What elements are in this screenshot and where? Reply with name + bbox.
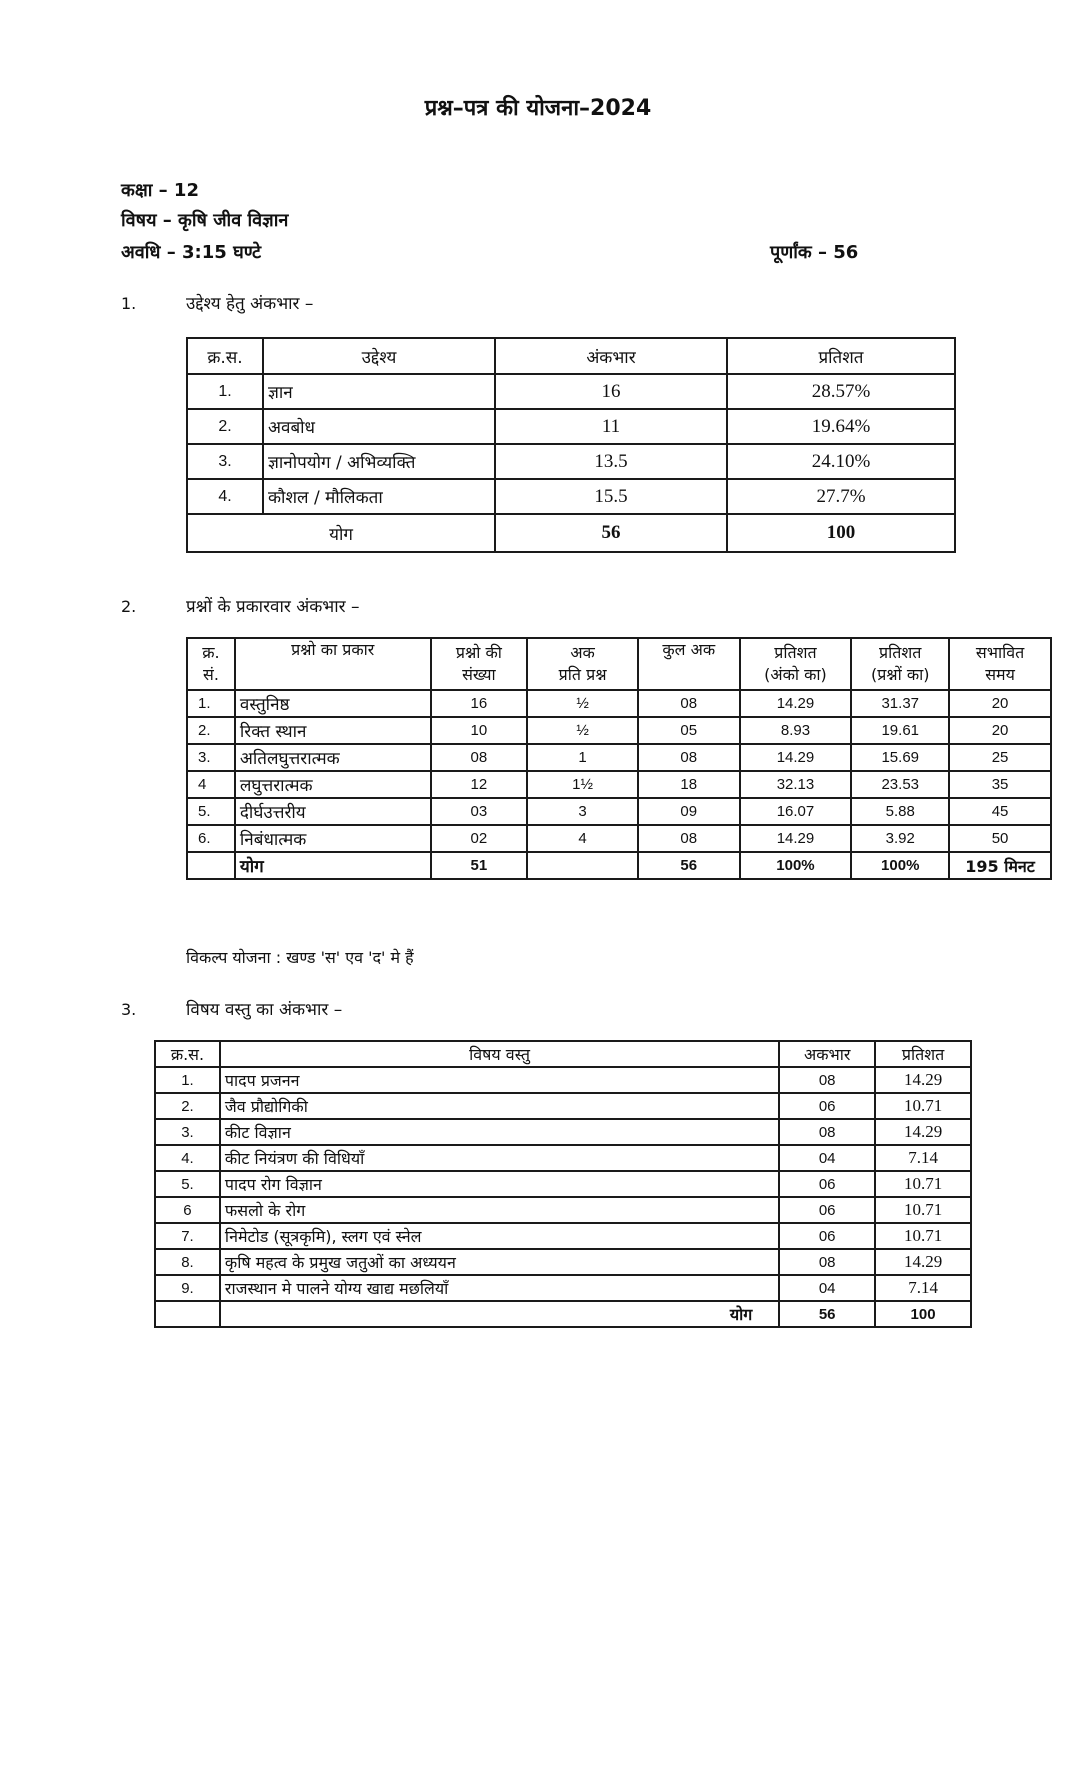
column-header xyxy=(235,638,431,690)
table-row xyxy=(187,444,955,479)
marks-cell: 08 xyxy=(779,1119,875,1145)
topic-cell: कीट नियंत्रण की विधियाँ xyxy=(220,1145,779,1171)
table-row xyxy=(155,1093,971,1119)
marks-cell: 16 xyxy=(495,374,727,409)
table-row xyxy=(155,1275,971,1301)
section3-number: 3. xyxy=(121,1000,137,1019)
serial-cell: 4 xyxy=(187,771,235,798)
section1-title: उद्देश्य हेतु अंकभार – xyxy=(186,294,314,314)
header-line: कुल अक xyxy=(662,640,716,659)
percent-cell: 14.29 xyxy=(875,1249,971,1275)
table-row xyxy=(155,1067,971,1093)
header-line: (प्रश्नों का) xyxy=(870,665,930,684)
percent-questions-cell: 3.92 xyxy=(851,825,949,852)
header-line: क्र. xyxy=(202,643,220,662)
expected-time-cell: 50 xyxy=(949,825,1051,852)
column-header: प्रतिशत xyxy=(875,1041,971,1067)
column-header: अंकभार xyxy=(495,338,727,374)
percent-cell: 10.71 xyxy=(875,1223,971,1249)
marks-cell: 15.5 xyxy=(495,479,727,514)
serial-cell: 2. xyxy=(187,409,263,444)
total-percent: 100 xyxy=(727,514,955,552)
marks-per-question-cell: 1½ xyxy=(527,771,638,798)
question-count-cell: 08 xyxy=(431,744,528,771)
total-marks: 56 xyxy=(638,852,740,879)
serial-cell: 6 xyxy=(155,1197,220,1223)
total-marks-cell: 18 xyxy=(638,771,740,798)
percent-cell: 7.14 xyxy=(875,1145,971,1171)
section2-title: प्रश्नों के प्रकारवार अंकभार – xyxy=(186,597,360,617)
question-count-cell: 03 xyxy=(431,798,528,825)
percent-cell: 28.57% xyxy=(727,374,955,409)
marks-cell: 06 xyxy=(779,1197,875,1223)
expected-time-cell: 20 xyxy=(949,717,1051,744)
serial-cell: 5. xyxy=(187,798,235,825)
percent-marks-cell: 14.29 xyxy=(740,690,852,717)
marks-cell: 06 xyxy=(779,1171,875,1197)
column-header: विषय वस्तु xyxy=(220,1041,779,1067)
column-header xyxy=(740,638,852,690)
section2-number: 2. xyxy=(121,597,137,616)
class-line: कक्षा – 12 xyxy=(121,180,199,201)
total-marks-cell: 08 xyxy=(638,825,740,852)
serial-cell: 3. xyxy=(155,1119,220,1145)
marks-cell: 08 xyxy=(779,1067,875,1093)
question-type-cell: निबंधात्मक xyxy=(235,825,431,852)
total-time: 195 मिनट xyxy=(949,852,1051,879)
total-percent-questions: 100% xyxy=(851,852,949,879)
topic-cell: पादप रोग विज्ञान xyxy=(220,1171,779,1197)
serial-cell: 4. xyxy=(187,479,263,514)
marks-per-question-cell: 4 xyxy=(527,825,638,852)
column-header xyxy=(187,638,235,690)
section1-number: 1. xyxy=(121,294,137,313)
percent-cell: 27.7% xyxy=(727,479,955,514)
percent-marks-cell: 14.29 xyxy=(740,744,852,771)
header-line: सं. xyxy=(203,665,219,684)
expected-time-cell: 35 xyxy=(949,771,1051,798)
percent-cell: 24.10% xyxy=(727,444,955,479)
percent-marks-cell: 14.29 xyxy=(740,825,852,852)
serial-cell xyxy=(155,1301,220,1327)
subject-line: विषय – कृषि जीव विज्ञान xyxy=(121,210,289,231)
serial-cell: 8. xyxy=(155,1249,220,1275)
question-type-cell: लघुत्तरात्मक xyxy=(235,771,431,798)
question-type-cell: दीर्घउत्तरीय xyxy=(235,798,431,825)
table-row xyxy=(187,409,955,444)
question-count-cell: 02 xyxy=(431,825,528,852)
serial-cell: 1. xyxy=(187,374,263,409)
total-marks-cell: 05 xyxy=(638,717,740,744)
total-percent: 100 xyxy=(875,1301,971,1327)
header-line: सभावित xyxy=(975,643,1025,662)
objective-cell: कौशल / मौलिकता xyxy=(263,479,495,514)
table-row xyxy=(187,744,1051,771)
question-count-cell: 12 xyxy=(431,771,528,798)
marks-per-question-cell: 1 xyxy=(527,744,638,771)
question-type-cell: वस्तुनिष्ठ xyxy=(235,690,431,717)
content-weightage-table xyxy=(154,1040,972,1328)
percent-cell: 19.64% xyxy=(727,409,955,444)
serial-cell: 3. xyxy=(187,744,235,771)
percent-marks-cell: 32.13 xyxy=(740,771,852,798)
header-line: प्रतिशत xyxy=(879,643,922,662)
expected-time-cell: 25 xyxy=(949,744,1051,771)
section3-title: विषय वस्तु का अंकभार – xyxy=(186,1000,343,1020)
table-row xyxy=(155,1145,971,1171)
objective-weightage-table xyxy=(186,337,956,553)
duration-line: अवधि – 3:15 घण्टे xyxy=(121,242,262,263)
question-type-cell: रिक्त स्थान xyxy=(235,717,431,744)
table-row xyxy=(187,717,1051,744)
serial-cell xyxy=(187,852,235,879)
serial-cell: 1. xyxy=(187,690,235,717)
table-row xyxy=(187,479,955,514)
total-marks-per-question xyxy=(527,852,638,879)
expected-time-cell: 20 xyxy=(949,690,1051,717)
marks-cell: 04 xyxy=(779,1145,875,1171)
objective-cell: ज्ञानोपयोग / अभिव्यक्ति xyxy=(263,444,495,479)
marks-cell: 08 xyxy=(779,1249,875,1275)
serial-cell: 2. xyxy=(155,1093,220,1119)
percent-cell: 10.71 xyxy=(875,1093,971,1119)
percent-questions-cell: 19.61 xyxy=(851,717,949,744)
table-row xyxy=(155,1223,971,1249)
table-total-row xyxy=(155,1301,971,1327)
topic-cell: कृषि महत्व के प्रमुख जतुओं का अध्ययन xyxy=(220,1249,779,1275)
total-label: योग xyxy=(187,514,495,552)
objective-cell: ज्ञान xyxy=(263,374,495,409)
header-line: समय xyxy=(985,665,1015,684)
topic-cell: राजस्थान मे पालने योग्य खाद्य मछलियाँ xyxy=(220,1275,779,1301)
column-header: उद्देश्य xyxy=(263,338,495,374)
header-line: प्रति प्रश्न xyxy=(558,665,607,684)
total-marks-cell: 09 xyxy=(638,798,740,825)
header-line: अक xyxy=(570,643,595,662)
percent-questions-cell: 23.53 xyxy=(851,771,949,798)
total-marks-cell: 08 xyxy=(638,744,740,771)
serial-cell: 2. xyxy=(187,717,235,744)
serial-cell: 4. xyxy=(155,1145,220,1171)
table-row xyxy=(187,690,1051,717)
header-line: (अंको का) xyxy=(764,665,827,684)
column-header xyxy=(527,638,638,690)
percent-cell: 10.71 xyxy=(875,1197,971,1223)
total-label: योग xyxy=(235,852,431,879)
table-row xyxy=(155,1119,971,1145)
header-line: संख्या xyxy=(462,665,496,684)
serial-cell: 9. xyxy=(155,1275,220,1301)
expected-time-cell: 45 xyxy=(949,798,1051,825)
marks-per-question-cell: ½ xyxy=(527,690,638,717)
serial-cell: 1. xyxy=(155,1067,220,1093)
full-marks-line: पूर्णांक – 56 xyxy=(770,242,859,263)
header-line: प्रश्नो का प्रकार xyxy=(291,640,375,659)
serial-cell: 3. xyxy=(187,444,263,479)
table-row xyxy=(187,825,1051,852)
header-line: प्रश्नो की xyxy=(455,643,502,662)
column-header xyxy=(851,638,949,690)
table-header-row xyxy=(187,338,955,374)
total-label: योग xyxy=(220,1301,779,1327)
page-title: प्रश्न–पत्र की योजना–2024 xyxy=(424,96,652,121)
topic-cell: कीट विज्ञान xyxy=(220,1119,779,1145)
column-header: क्र.स. xyxy=(187,338,263,374)
table-row xyxy=(187,374,955,409)
question-type-weightage-table xyxy=(186,637,1052,880)
total-marks: 56 xyxy=(779,1301,875,1327)
percent-cell: 14.29 xyxy=(875,1119,971,1145)
total-percent-marks: 100% xyxy=(740,852,852,879)
topic-cell: जैव प्रौद्योगिकी xyxy=(220,1093,779,1119)
column-header: क्र.स. xyxy=(155,1041,220,1067)
percent-questions-cell: 5.88 xyxy=(851,798,949,825)
table-total-row xyxy=(187,514,955,552)
column-header: प्रतिशत xyxy=(727,338,955,374)
percent-cell: 14.29 xyxy=(875,1067,971,1093)
question-count-cell: 16 xyxy=(431,690,528,717)
total-question-count: 51 xyxy=(431,852,528,879)
percent-marks-cell: 16.07 xyxy=(740,798,852,825)
topic-cell: निमेटोड (सूत्रकृमि), स्लग एवं स्नेल xyxy=(220,1223,779,1249)
percent-cell: 10.71 xyxy=(875,1171,971,1197)
column-header xyxy=(431,638,528,690)
marks-cell: 11 xyxy=(495,409,727,444)
table-row xyxy=(187,771,1051,798)
question-type-cell: अतिलघुत्तरात्मक xyxy=(235,744,431,771)
table-row xyxy=(155,1171,971,1197)
table-row xyxy=(187,798,1051,825)
total-marks-cell: 08 xyxy=(638,690,740,717)
marks-per-question-cell: 3 xyxy=(527,798,638,825)
marks-cell: 06 xyxy=(779,1093,875,1119)
serial-cell: 7. xyxy=(155,1223,220,1249)
table-header-row xyxy=(187,638,1051,690)
percent-marks-cell: 8.93 xyxy=(740,717,852,744)
table-row xyxy=(155,1249,971,1275)
header-line: प्रतिशत xyxy=(774,643,817,662)
marks-cell: 06 xyxy=(779,1223,875,1249)
marks-cell: 13.5 xyxy=(495,444,727,479)
serial-cell: 6. xyxy=(187,825,235,852)
table-row xyxy=(155,1197,971,1223)
marks-cell: 04 xyxy=(779,1275,875,1301)
percent-questions-cell: 15.69 xyxy=(851,744,949,771)
question-count-cell: 10 xyxy=(431,717,528,744)
percent-cell: 7.14 xyxy=(875,1275,971,1301)
table-header-row xyxy=(155,1041,971,1067)
objective-cell: अवबोध xyxy=(263,409,495,444)
percent-questions-cell: 31.37 xyxy=(851,690,949,717)
table-total-row xyxy=(187,852,1051,879)
total-marks: 56 xyxy=(495,514,727,552)
column-header: अकभार xyxy=(779,1041,875,1067)
serial-cell: 5. xyxy=(155,1171,220,1197)
topic-cell: फसलो के रोग xyxy=(220,1197,779,1223)
column-header xyxy=(638,638,740,690)
option-scheme-note: विकल्प योजना : खण्ड 'स' एव 'द' मे हैं xyxy=(186,948,414,967)
topic-cell: पादप प्रजनन xyxy=(220,1067,779,1093)
marks-per-question-cell: ½ xyxy=(527,717,638,744)
column-header xyxy=(949,638,1051,690)
